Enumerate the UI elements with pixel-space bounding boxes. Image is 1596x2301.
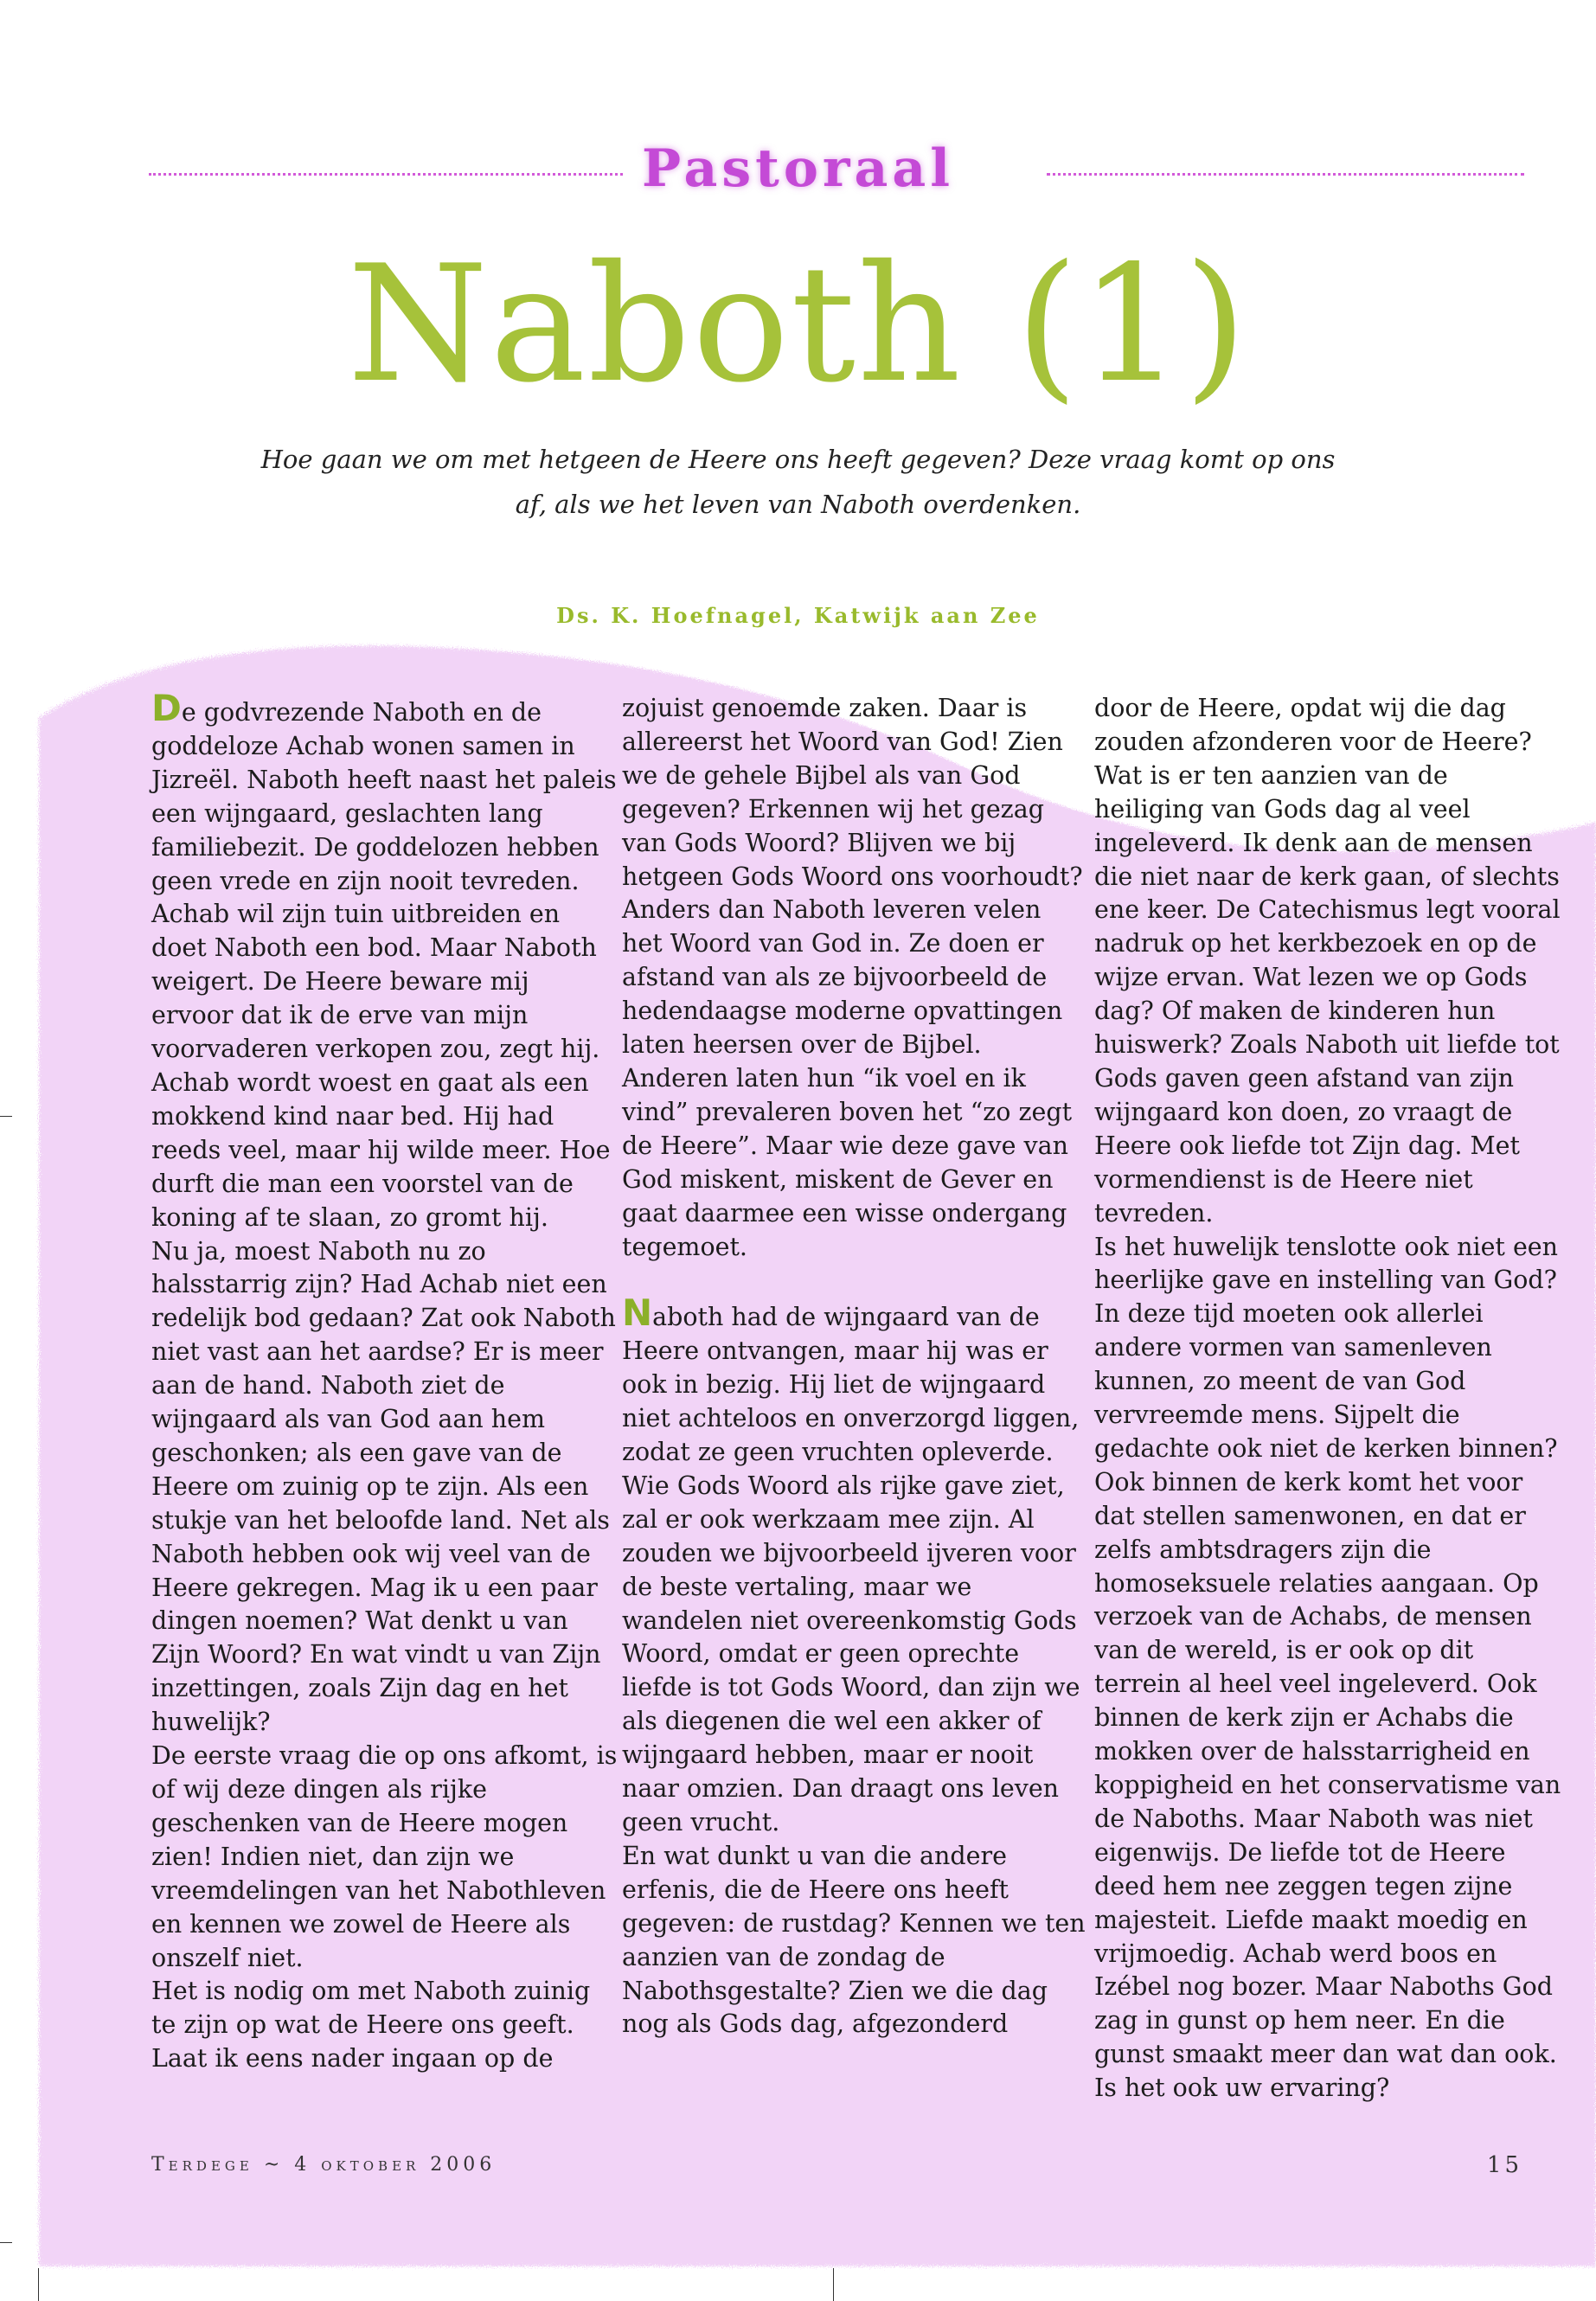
paragraph: Nu ja, moest Naboth nu zo halsstarrig zijn? Had Achab niet een redelijk bod gedaan? Zat ook Naboth niet vast aan het aardse? Er is meer aan de hand. Naboth ziet de wijngaard als van God aan hem geschonken; als een gave van de Heere om zuinig op te zijn. Als een stukje van het beloofde land. Net als Naboth hebben ook wij veel van de Heere gekregen. Mag ik u een paar dingen noemen? Wat denkt u van Zijn Woord? En wat vindt u van Zijn inzettingen, zoals Zijn dag en het huwelijk? [151,1236,616,1737]
paragraph: De eerste vraag die op ons afkomt, is of wij deze dingen als rijke geschenken van de Heere mogen zien! Indien niet, dan zijn we vreemdelingen van het Nabothleven en kennen we zowel de Heere als onszelf niet. [151,1741,618,1972]
text-column-1 [151,687,619,2076]
footer-issue: Terdege ~ 4 oktober 2006 [151,2154,497,2176]
paragraph: Naboth had de wijngaard van de Heere ontvangen, maar hij was er ook in bezig. Hij liet de wijngaard niet achteloos en onverzorgd liggen, zodat ze geen vruchten opleverde. Wie Gods Woord als rijke gave ziet, zal er ook werkzaam mee zijn. Al zouden we bijvoorbeeld ijveren voor de beste vertaling, maar we wandelen niet overeenkomstig Gods Woord, omdat er geen oprechte liefde is tot Gods Woord, dan zijn we als diegenen die wel een akker of wijngaard hebben, maar er nooit naar omzien. Dan draagt ons leven geen vrucht. [622,1292,1080,1836]
drop-initial: N [622,1292,653,1335]
paragraph: Anders dan Naboth leveren velen het Woord van God in. Ze doen er afstand van als ze bijvoorbeeld de hedendaagse moderne opvattingen laten heersen over de Bijbel. Anderen laten hun “ik voel en ik vind” prevaleren boven het “zo zegt de Heere”. Maar wie deze gave van God miskent, miskent de Gever en gaat daarmee een wisse ondergang tegemoet. [622,895,1073,1261]
article-title: Naboth (1) [347,230,1249,418]
paragraph: De godvrezende Naboth en de goddeloze Achab wonen samen in Jizreël. Naboth heeft naast het paleis een wijngaard, geslachten lang familiebezit. De goddelozen hebben geen vrede en zijn nooit tevreden. Achab wil zijn tuin uitbreiden en doet Naboth een bod. Maar Naboth weigert. De Heere beware mij ervoor dat ik de erve van mijn voorvaderen verkopen zou, zegt hij. Achab wordt woest en gaat als een mokkend kind naar bed. Hij had reeds veel, maar hij wilde meer. Hoe durft die man een voorstel van de koning af te slaan, zo gromt hij. [151,687,617,1232]
page-number: 15 [1486,2152,1522,2178]
paragraph: Het is nodig om met Naboth zuinig te zijn op wat de Heere ons geeft. Laat ik eens nader ingaan op de [151,1977,591,2073]
crop-mark [0,2242,12,2243]
crop-mark [0,1116,12,1117]
crop-mark [38,2268,39,2301]
paragraph: door de Heere, opdat wij die dag zouden afzonderen voor de Heere? Wat is er ten aanzien van de heiliging van Gods dag al veel ingeleverd. Ik denk aan de mensen die niet naar de kerk gaan, of slechts ene keer. De Catechismus legt vooral nadruk op het kerkbezoek en op de wijze ervan. Wat lezen we op Gods dag? Of maken de kinderen hun huiswerk? Zoals Naboth uit liefde tot Gods gaven geen afstand van zijn wijngaard kon doen, zo vraagt de Heere ook liefde tot Zijn dag. Met vormendienst is de Heere niet tevreden. [1094,694,1561,1227]
paragraph: En wat dunkt u van die andere erfenis, die de Heere ons heeft gegeven: de rustdag? Kennen we ten aanzien van de zondag de Nabothsgestalte? Zien we die dag nog als Gods dag, afgezonderd [622,1841,1086,2039]
section-label: Pastoraal [641,138,955,199]
text-column-2 [622,692,1089,2041]
crop-mark [833,2268,834,2301]
article-intro: Hoe gaan we om met hetgeen de Heere ons heeft gegeven? Deze vraag komt op ons af, als we het leven van Naboth overdenken. [260,445,1336,519]
paragraph: zojuist genoemde zaken. Daar is allereerst het Woord van God! Zien we de gehele Bijbel als van God gegeven? Erkennen wij het gezag van Gods Woord? Blijven we bij hetgeen Gods Woord ons voorhoudt? [622,694,1083,891]
text-column-3 [1094,692,1561,2106]
author-byline: Ds. K. Hoefnagel, Katwijk aan Zee [556,603,1040,628]
paragraph: Is het huwelijk tenslotte ook niet een heerlijke gave en instelling van God? In deze tijd moeten ook allerlei andere vormen van samenleven kunnen, zo meent de van God vervreemde mens. Sijpelt die gedachte ook niet de kerken binnen? Ook binnen de kerk komt het voor dat stellen samenwonen, en dat er zelfs ambtsdragers zijn die homoseksuele relaties aangaan. Op verzoek van de Achabs, de mensen van de wereld, is er ook op dit terrein al heel veel ingeleverd. Ook binnen de kerk zijn er Achabs die mokken over de halsstarrigheid en koppigheid en het conservatisme van de Naboths. Maar Naboth was niet eigenwijs. De liefde tot de Heere deed hem nee zeggen tegen zijne majesteit. Liefde maakt moedig en vrijmoedig. Achab werd boos en Izébel nog bozer. Maar Naboths God zag in gunst op hem neer. En die gunst smaakt meer dan wat dan ook. Is het ook uw ervaring? [1094,1232,1561,2103]
drop-initial: D [151,687,182,729]
